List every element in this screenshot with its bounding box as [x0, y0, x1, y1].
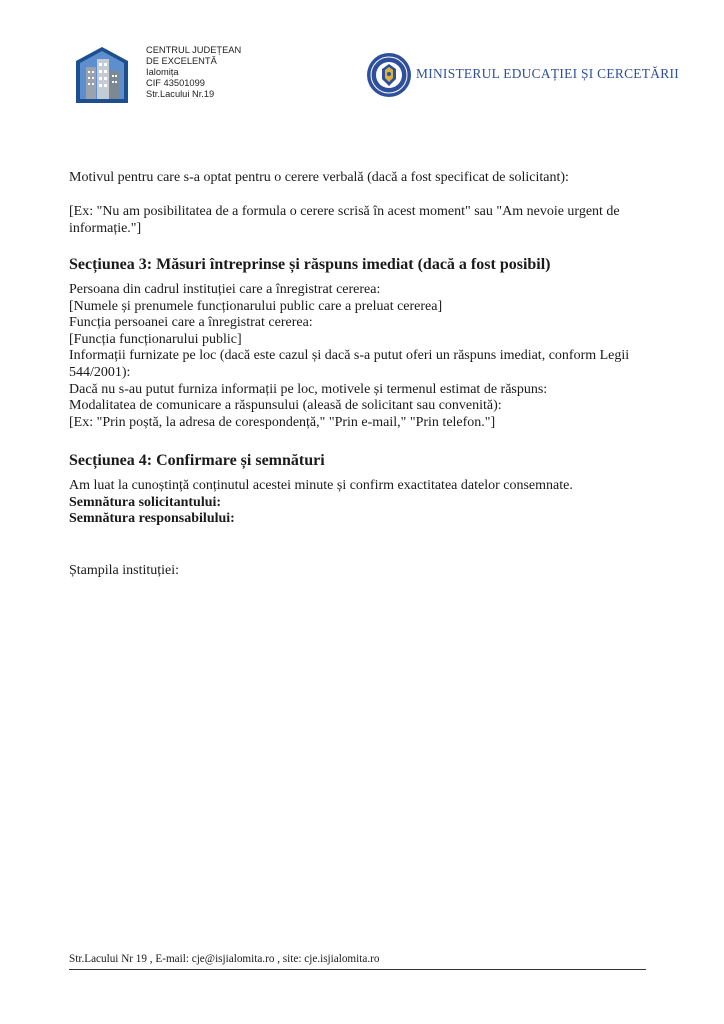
institution-line: CENTRUL JUDEȚEAN [146, 45, 242, 55]
officer-signature-label: Semnătura responsabilului: [69, 511, 235, 527]
section4-title: Secțiunea 4: Confirmare și semnături [69, 452, 325, 469]
institution-line: Str.Lacului Nr.19 [146, 89, 215, 99]
verbal-reason-example: [Ex: "Nu am posibilitatea de a formula o cerere scrisă în acest moment" sau "Am nevoie urgent de informație."] [69, 204, 620, 236]
verbal-reason-prompt: Motivul pentru care s-a optat pentru o cerere verbală (dacă a fost specificat de solicitant): [69, 170, 569, 185]
institution-logo [74, 45, 130, 107]
confirmation-statement: Am luat la cunoștință conținutul acestei minute și confirm exactitatea datelor consemnate. [69, 478, 573, 493]
institution-line: Ialomița [146, 67, 179, 77]
stamp-label: Ștampila instituției: [69, 563, 180, 578]
section3-line: [Ex: "Prin poștă, la adresa de corespondență," "Prin e-mail," "Prin telefon."] [69, 414, 496, 430]
footer-contact: Str.Lacului Nr 19 , E-mail: cje@isjialomita.ro , site: cje.isjialomita.ro [69, 953, 380, 965]
institution-line: DE EXCELENTĂ [146, 56, 217, 66]
section3-line: Modalitatea de comunicare a răspunsului (aleasă de solicitant sau convenită): [69, 398, 502, 414]
footer-divider [69, 969, 646, 970]
institution-info [146, 45, 241, 100]
section3-line: Informații furnizate pe loc (dacă este cazul și dacă s-a putut oferi un răspuns imediat, conform Legii 544/2001): [69, 348, 630, 380]
institution-line: CIF 43501099 [146, 78, 205, 88]
section3-line: [Funcția funcționarului public] [69, 331, 242, 347]
applicant-signature-label: Semnătura solicitantului: [69, 494, 222, 510]
ministry-emblem-icon [366, 52, 412, 98]
ministry-name: MINISTERUL EDUCAȚIEI ȘI CERCETĂRII [416, 66, 679, 81]
section3-line: Funcția persoanei care a înregistrat cererea: [69, 315, 313, 331]
section3-line: [Numele și prenumele funcționarului public care a preluat cererea] [69, 298, 443, 314]
section3-line: Persoana din cadrul instituției care a înregistrat cererea: [69, 282, 381, 297]
section3-title: Secțiunea 3: Măsuri întreprinse și răspuns imediat (dacă a fost posibil) [69, 256, 551, 273]
section3-line: Dacă nu s-au putut furniza informații pe loc, motivele și termenul estimat de răspuns: [69, 381, 548, 397]
